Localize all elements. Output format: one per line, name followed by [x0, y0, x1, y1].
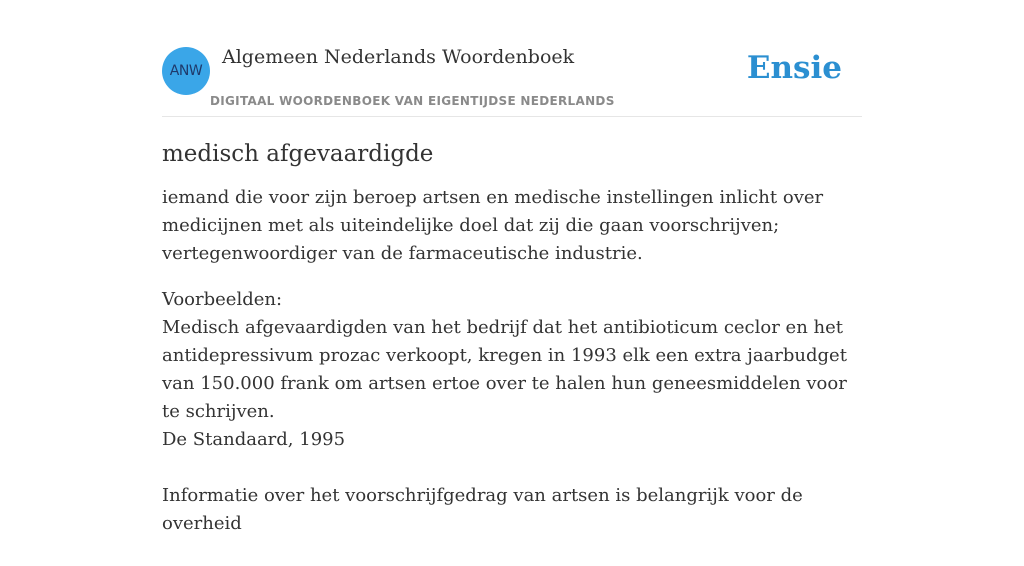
ensie-brand-link[interactable]: Ensie — [746, 50, 842, 86]
entry-content — [162, 136, 852, 566]
site-title[interactable]: Algemeen Nederlands Woordenboek — [222, 46, 575, 68]
anw-logo[interactable] — [162, 47, 210, 95]
site-subtitle: DIGITAAL WOORDENBOEK VAN EIGENTIJDSE NEDERLANDS — [210, 94, 615, 108]
examples-section — [162, 286, 852, 538]
example-source: De Standaard, 1995 — [162, 429, 346, 450]
site-header — [162, 40, 862, 117]
entry-definition: iemand die voor zijn beroep artsen en medische instellingen inlicht over medicijnen met als uiteindelijke doel dat zij die gaan voorschrijven; vertegenwoordiger van de farmaceutische industrie. — [162, 187, 824, 264]
example-item — [162, 482, 852, 538]
example-item — [162, 314, 852, 454]
logo-text: ANW — [169, 63, 203, 79]
entry-term: medisch afgevaardigde — [162, 141, 434, 167]
examples-label: Voorbeelden: — [162, 289, 283, 310]
example-text: Medisch afgevaardigden van het bedrijf dat het antibioticum ceclor en het antidepressivum prozac verkoopt, kregen in 1993 elk een extra jaarbudget van 150.000 frank om artsen ertoe over te halen hun geneesmiddelen voor te schrijven. — [162, 317, 847, 422]
example-text: Informatie over het voorschrijfgedrag van artsen is belangrijk voor de overheid — [162, 485, 803, 534]
